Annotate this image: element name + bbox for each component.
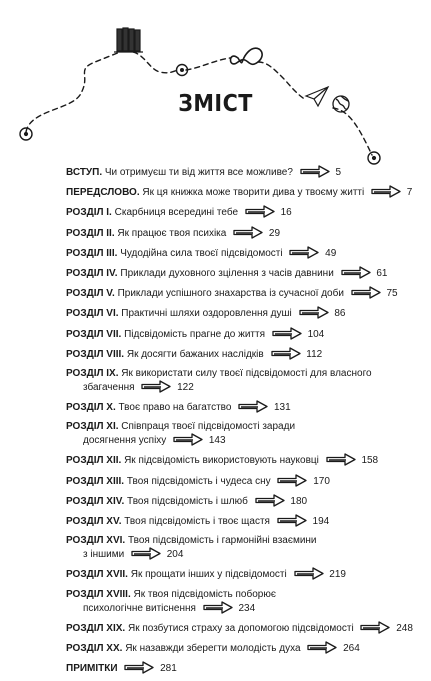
arrow-icon — [360, 621, 390, 634]
toc-entry-label: РОЗДІЛ XII. — [66, 455, 122, 467]
arrow-icon — [272, 327, 302, 340]
toc-entry-title: Як досягти бажаних наслідків — [126, 348, 264, 360]
toc-entry[interactable] — [66, 474, 411, 488]
toc-entry-title: Співпраця твоєї підсвідомості заради — [121, 421, 296, 433]
toc-entry-page-number: 131 — [273, 402, 291, 414]
arrow-icon — [294, 567, 324, 580]
toc-entry-label: РОЗДІЛ XV. — [66, 516, 122, 527]
toc-entry-title: Практичні шляхи оздоровлення душі — [121, 308, 292, 320]
toc-entry-label: РОЗДІЛ XIII. — [66, 475, 125, 487]
arrow-icon — [141, 380, 171, 393]
toc-entry[interactable] — [66, 420, 411, 447]
toc-entry-page-number: 75 — [386, 288, 398, 300]
toc-entry-title: Твоя підсвідомість і твоє щастя — [124, 516, 270, 527]
toc-entry-label: РОЗДІЛ X. — [66, 402, 116, 414]
toc-entry-label: РОЗДІЛ II. — [66, 227, 115, 239]
toc-entry-page-number: 204 — [166, 549, 184, 561]
toc-entry[interactable] — [66, 567, 411, 581]
toc-entry-label: РОЗДІЛ V. — [66, 288, 115, 300]
toc-entry[interactable] — [66, 534, 411, 561]
toc-entry-title: Як прощати інших у підсвідомості — [130, 569, 287, 581]
toc-entry-label: ПРИМІТКИ — [66, 663, 118, 675]
toc-entry[interactable] — [66, 494, 411, 508]
toc-entry-title: Як використати силу твоєї підсвідомості для власного — [121, 367, 372, 379]
toc-entry[interactable] — [66, 661, 411, 675]
arrow-icon — [238, 400, 268, 413]
arrow-icon — [326, 453, 356, 466]
arrow-icon — [289, 246, 319, 259]
toc-entry[interactable] — [66, 306, 411, 320]
toc-entry-page-number: 219 — [329, 569, 346, 581]
arrow-icon — [173, 433, 203, 446]
toc-entry-label: РОЗДІЛ VII. — [66, 328, 122, 340]
toc-entry[interactable] — [66, 588, 411, 615]
toc-entry-page-number: 49 — [325, 247, 337, 259]
toc-entry-title: Приклади духовного зцілення з часів давнини — [120, 267, 334, 279]
toc-entry[interactable] — [66, 621, 411, 635]
toc-entry-title: Як працює твоя психіка — [117, 227, 227, 239]
toc-entry-label: РОЗДІЛ IV. — [66, 267, 118, 279]
toc-entry-title: Твоє право на багатство — [118, 402, 232, 414]
arrow-icon — [307, 641, 337, 654]
arrow-icon — [271, 347, 301, 360]
toc-entry-page-number: 143 — [208, 435, 226, 447]
arrow-icon — [299, 306, 329, 319]
toc-entry-page-number: 170 — [313, 475, 330, 487]
toc-entry-label: РОЗДІЛ VIII. — [66, 348, 125, 360]
decorative-doodle — [0, 0, 431, 170]
arrow-icon — [371, 185, 401, 198]
arrow-icon — [341, 266, 371, 279]
toc-entry-label: РОЗДІЛ XVI. — [66, 535, 126, 547]
toc-entry-title: Чи отримуєш ти від життя все можливе? — [104, 167, 293, 178]
target-right-icon — [368, 152, 380, 164]
toc-entry-page-number: 194 — [312, 516, 330, 527]
table-of-contents — [66, 165, 411, 681]
toc-entry-title: Твоя підсвідомість і гармонійні взаємини — [127, 535, 317, 547]
toc-entry-title: Скарбниця всередині тебе — [114, 207, 239, 219]
arrow-icon — [124, 661, 154, 674]
toc-entry[interactable] — [66, 347, 411, 361]
toc-entry-page-number: 122 — [177, 381, 194, 393]
arrow-icon — [351, 286, 381, 299]
toc-entry-page-number: 281 — [160, 663, 177, 675]
arrow-icon — [203, 601, 233, 614]
infinity-icon — [231, 48, 263, 64]
toc-entry-title: Твоя підсвідомість і шлюб — [127, 495, 248, 507]
toc-entry[interactable] — [66, 246, 411, 260]
toc-entry[interactable] — [66, 286, 411, 300]
toc-entry-label: РОЗДІЛ III. — [66, 247, 118, 259]
toc-entry-label: РОЗДІЛ XX. — [66, 642, 123, 654]
toc-entry-label: РОЗДІЛ XIX. — [66, 622, 126, 634]
toc-entry-page-number: 29 — [268, 227, 281, 239]
toc-entry-label: РОЗДІЛ XVII. — [66, 569, 128, 581]
toc-entry-continuation — [66, 547, 411, 561]
toc-entry-page-number: 248 — [396, 622, 413, 634]
toc-entry-page-number: 112 — [306, 348, 323, 360]
toc-entry-page-number: 104 — [307, 328, 325, 340]
toc-entry[interactable] — [66, 400, 411, 414]
toc-entry-page-number: 180 — [290, 495, 308, 507]
toc-entry-page-number: 7 — [406, 187, 413, 199]
toc-entry-page-number: 16 — [280, 207, 292, 219]
toc-entry[interactable] — [66, 165, 411, 179]
toc-entry[interactable] — [66, 185, 411, 199]
toc-entry[interactable] — [66, 205, 411, 219]
page-title: ЗМІСТ — [178, 91, 253, 117]
toc-entry[interactable] — [66, 641, 411, 655]
toc-entry-label: РОЗДІЛ XI. — [66, 421, 119, 433]
toc-entry-title: Приклади успішного знахарства із сучасної доби — [117, 288, 344, 300]
toc-entry-continuation-text: з іншими — [83, 549, 125, 561]
toc-entry-continuation — [66, 433, 411, 447]
toc-entry-page-number: 86 — [334, 308, 346, 320]
toc-entry-title: Підсвідомість прагне до життя — [124, 328, 265, 340]
toc-entry-continuation-text: психологічне витіснення — [83, 602, 196, 614]
toc-entry[interactable] — [66, 514, 411, 528]
toc-entry-label: РОЗДІЛ IX. — [66, 367, 119, 379]
toc-entry[interactable] — [66, 367, 411, 394]
toc-entry-label: РОЗДІЛ I. — [66, 207, 112, 219]
toc-entry[interactable] — [66, 327, 411, 341]
toc-entry-page-number: 61 — [376, 267, 388, 279]
toc-entry-continuation-text: досягнення успіху — [83, 435, 167, 447]
toc-entry-page-number: 234 — [238, 602, 256, 614]
toc-entry-title: Як підсвідомість використовують науковці — [124, 455, 319, 467]
books-icon — [114, 28, 143, 52]
arrow-icon — [277, 474, 307, 487]
toc-entry-title: Як ця книжка може творити дива у твоєму житті — [142, 187, 365, 199]
arrow-icon — [233, 226, 263, 239]
arrow-icon — [245, 205, 275, 218]
toc-entry-title: Як позбутися страху за допомогою підсвідомості — [127, 622, 354, 634]
toc-entry-label: ПЕРЕДСЛОВО. — [66, 187, 140, 199]
toc-entry-title: Як назавжди зберегти молодість духа — [125, 642, 301, 654]
toc-entry-title: Твоя підсвідомість і чудеса сну — [126, 475, 271, 487]
arrow-icon — [255, 494, 285, 507]
toc-entry-continuation-text: збагачення — [83, 381, 135, 393]
toc-entry-label: РОЗДІЛ XIV. — [66, 495, 125, 507]
toc-entry-title: Як твоя підсвідомість поборює — [133, 588, 276, 600]
toc-entry[interactable] — [66, 266, 411, 280]
toc-entry-label: РОЗДІЛ VI. — [66, 308, 119, 320]
toc-entry-title: Чудодійна сила твоєї підсвідомості — [120, 247, 283, 259]
toc-entry-label: РОЗДІЛ XVIII. — [66, 588, 131, 600]
toc-entry-page-number: 5 — [335, 167, 342, 178]
toc-entry-continuation — [66, 601, 411, 615]
toc-entry[interactable] — [66, 226, 411, 240]
toc-entry-page-number: 158 — [361, 455, 379, 467]
toc-entry-page-number: 264 — [343, 642, 360, 654]
arrow-icon — [131, 547, 161, 560]
toc-entry-label: ВСТУП. — [66, 167, 103, 178]
arrow-icon — [277, 514, 307, 527]
arrow-icon — [300, 165, 330, 178]
toc-entry[interactable] — [66, 453, 411, 467]
toc-entry-continuation — [66, 380, 411, 394]
